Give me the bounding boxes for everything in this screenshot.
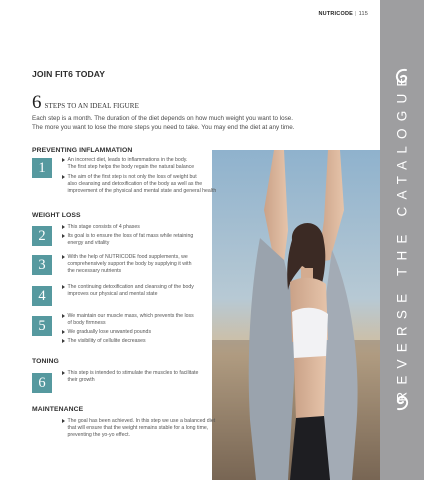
bullet-icon <box>62 314 65 318</box>
woman-stretching-photo <box>212 150 382 480</box>
bullet-item: This step is intended to stimulate the muscles to facilitate their growth <box>62 370 198 384</box>
step-badge-6: 6 <box>32 373 52 393</box>
section-title-inflammation: PREVENTING INFLAMMATION <box>32 147 133 154</box>
bullet-icon <box>62 234 65 238</box>
side-strip <box>380 0 424 480</box>
page-number: 115 <box>358 11 368 17</box>
bullet-icon <box>62 330 65 334</box>
step-badge-1: 1 <box>32 158 52 178</box>
section-title-toning: TONING <box>32 358 59 365</box>
bullet-item: Its goal is to ensure the loss of fat mass while retaining energy and vitality <box>62 233 193 247</box>
bullet-item: We maintain our muscle mass, which prevents the loss of body firmness <box>62 313 194 327</box>
step-badge-4: 4 <box>32 286 52 306</box>
bullet-icon <box>62 175 65 179</box>
bullet-item: An incorrect diet, leads to inflammations in the body. The first step helps the body regain the natural balance <box>62 157 194 171</box>
side-vertical-text: REVERSE THE CATALOGUE <box>394 70 410 402</box>
intro-line: Each step is a month. The duration of the diet depends on how much weight you want to lose. <box>32 115 294 122</box>
bullet-item: The goal has been achieved. In this step we use a balanced diet that will ensure that the weight remains stable for a long time, preventing the yo-yo effect. <box>62 418 215 439</box>
bullet-item: This stage consists of 4 phases <box>62 224 140 231</box>
intro-paragraph <box>32 114 332 133</box>
bullet-icon <box>62 158 65 162</box>
page-header <box>318 11 368 17</box>
photo-illustration <box>212 150 382 480</box>
step-badge-5: 5 <box>32 316 52 336</box>
bullet-icon <box>62 419 65 423</box>
bullet-icon <box>62 255 65 259</box>
bullet-icon <box>62 339 65 343</box>
bullet-icon <box>62 285 65 289</box>
step-badge-2: 2 <box>32 226 52 246</box>
steps-heading <box>32 92 139 114</box>
steps-title: STEPS TO AN IDEAL FIGURE <box>44 102 139 110</box>
intro-line: The more you want to lose the more steps you need to take. You may end the diet at any time. <box>32 124 295 132</box>
section-title-weight-loss: WEIGHT LOSS <box>32 212 81 219</box>
bullet-item: The aim of the first step is not only the loss of weight but also cleansing and detoxification of the body as well as the improvement of the physical and mental state and general health <box>62 174 216 195</box>
bullet-icon <box>62 225 65 229</box>
bullet-item: We gradually lose unwanted pounds <box>62 329 151 336</box>
join-title: JOIN FIT6 TODAY <box>32 69 106 79</box>
step-badge-3: 3 <box>32 255 52 275</box>
bullet-icon <box>62 371 65 375</box>
section-title-maintenance: MAINTENANCE <box>32 406 84 413</box>
brand-logo-icon <box>394 388 410 411</box>
bullet-item: The continuing detoxification and cleansing of the body improves our physical and mental state <box>62 284 194 298</box>
bullet-item: The visibility of cellulite decreases <box>62 338 146 345</box>
header-separator: | <box>354 11 357 17</box>
steps-count: 6 <box>32 92 42 113</box>
bullet-item: With the help of NUTRICODE food supplements, we comprehensively support the body by supplying it with the necessary nutrients <box>62 254 192 275</box>
brand-name: NUTRICODE <box>318 11 353 17</box>
